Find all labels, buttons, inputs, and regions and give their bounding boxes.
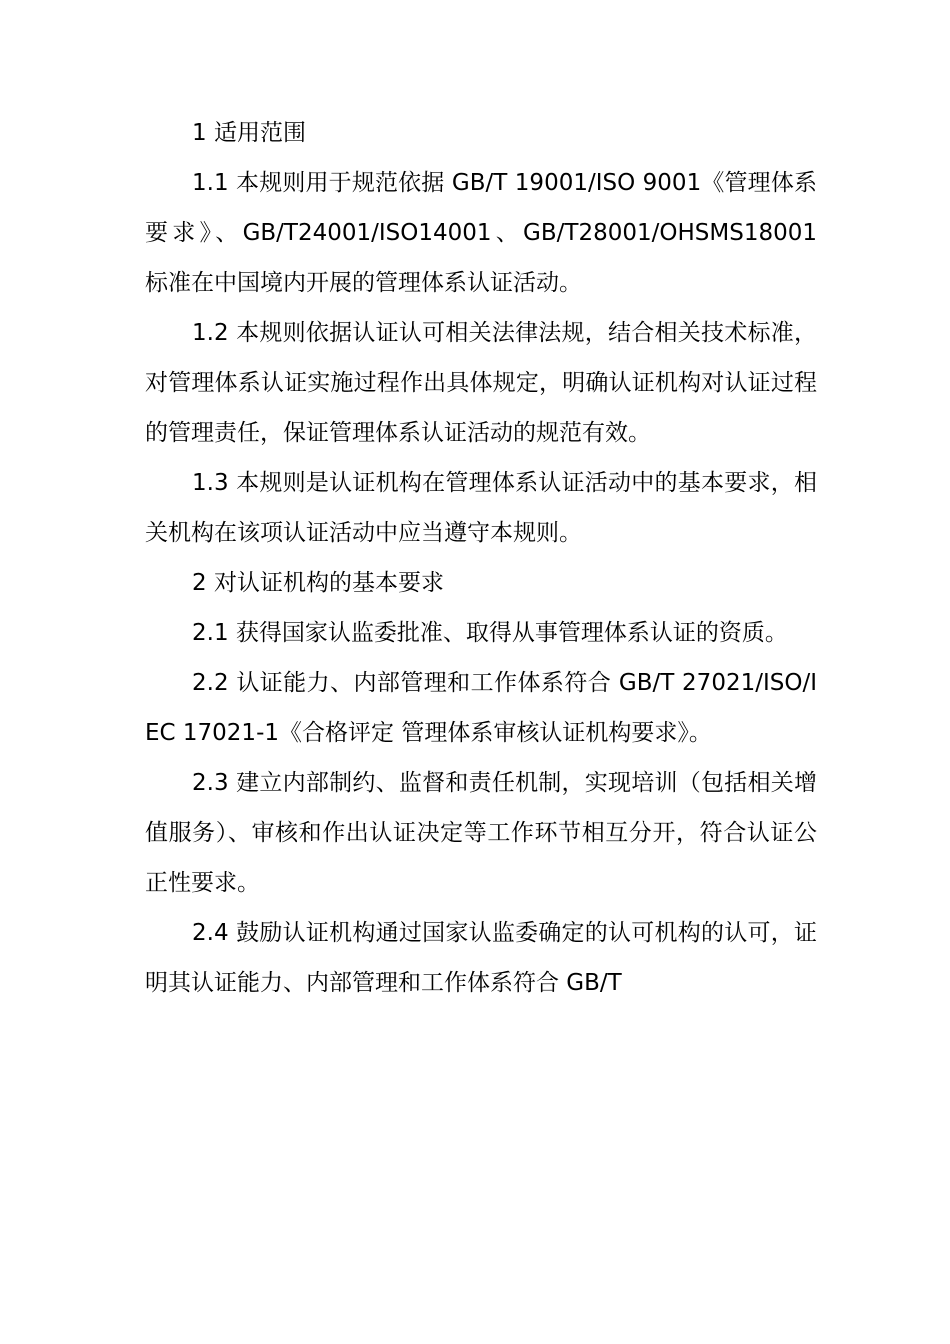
clause-2-4: 2.4 鼓励认证机构通过国家认监委确定的认可机构的认可，证明其认证能力、内部管理和工作体系符合 GB/T (145, 920, 817, 996)
clause-2-1: 2.1 获得国家认监委批准、取得从事管理体系认证的资质。 (192, 620, 788, 646)
clause-1-3: 1.3 本规则是认证机构在管理体系认证活动中的基本要求，相关机构在该项认证活动中应当遵守本规则。 (145, 470, 817, 546)
clause-2-2: 2.2 认证能力、内部管理和工作体系符合 GB/T 27021/ISO/IEC 17021-1《合格评定 管理体系审核认证机构要求》。 (145, 670, 817, 746)
clause-1-1: 1.1 本规则用于规范依据 GB/T 19001/ISO 9001《管理体系要求》、GB/T24001/ISO14001、GB/T28001/OHSMS18001 标准在中国境内开展的管理体系认证活动。 (145, 170, 817, 296)
clause-2-3: 2.3 建立内部制约、监督和责任机制，实现培训（包括相关增值服务）、审核和作出认证决定等工作环节相互分开，符合认证公正性要求。 (145, 770, 817, 896)
section-heading-scope: 1 适用范围 (192, 120, 306, 146)
clause-1-2: 1.2 本规则依据认证认可相关法律法规，结合相关技术标准，对管理体系认证实施过程作出具体规定，明确认证机构对认证过程的管理责任，保证管理体系认证活动的规范有效。 (145, 320, 817, 446)
document-body (145, 108, 817, 1008)
section-heading-requirements: 2 对认证机构的基本要求 (192, 570, 444, 596)
